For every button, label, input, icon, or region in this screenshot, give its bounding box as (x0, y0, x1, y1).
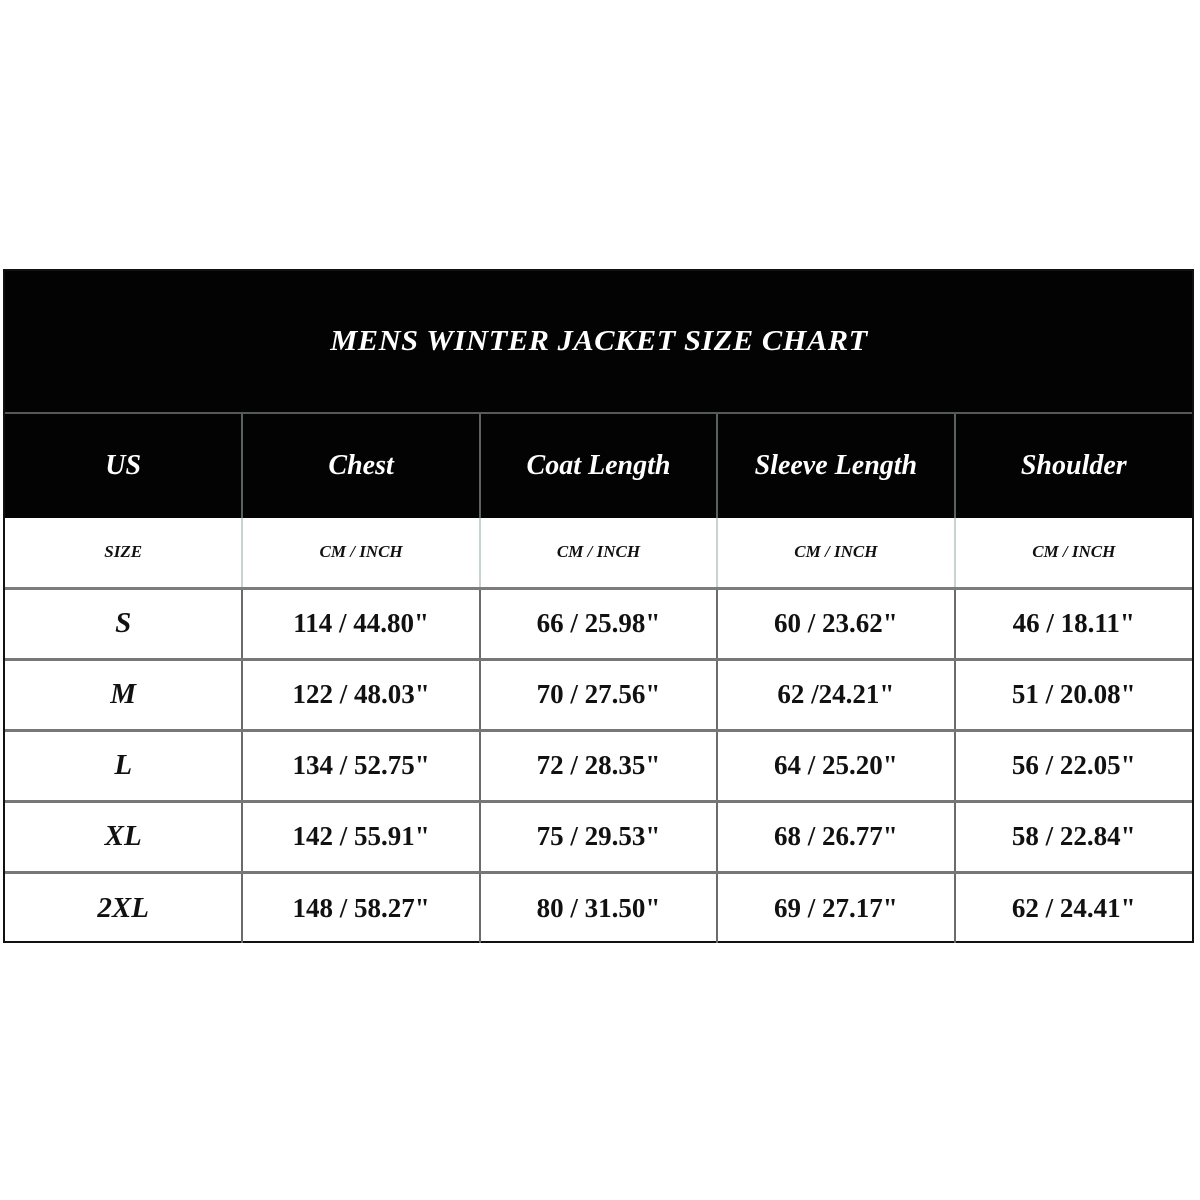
unit-sleeve-length: CM / INCH (717, 518, 954, 588)
sleeve-length-cell: 60 / 23.62" (717, 588, 954, 659)
coat-length-cell: 66 / 25.98" (480, 588, 717, 659)
shoulder-cell: 51 / 20.08" (955, 659, 1192, 730)
coat-length-cell: 72 / 28.35" (480, 730, 717, 801)
chest-cell: 122 / 48.03" (242, 659, 479, 730)
shoulder-cell: 62 / 24.41" (955, 872, 1192, 943)
chest-cell: 114 / 44.80" (242, 588, 479, 659)
chest-cell: 142 / 55.91" (242, 801, 479, 872)
table-row (5, 872, 1192, 943)
units-row (5, 518, 1192, 588)
shoulder-cell: 58 / 22.84" (955, 801, 1192, 872)
column-header-shoulder: Shoulder (955, 414, 1192, 518)
size-cell: S (5, 588, 242, 659)
shoulder-cell: 56 / 22.05" (955, 730, 1192, 801)
unit-size: SIZE (5, 518, 242, 588)
coat-length-cell: 70 / 27.56" (480, 659, 717, 730)
unit-shoulder: CM / INCH (955, 518, 1192, 588)
unit-chest: CM / INCH (242, 518, 479, 588)
shoulder-cell: 46 / 18.11" (955, 588, 1192, 659)
size-cell: M (5, 659, 242, 730)
chart-title: MENS WINTER JACKET SIZE CHART (329, 325, 868, 357)
size-cell: L (5, 730, 242, 801)
chest-cell: 148 / 58.27" (242, 872, 479, 943)
table-row (5, 659, 1192, 730)
coat-length-cell: 75 / 29.53" (480, 801, 717, 872)
column-header-us: US (5, 414, 242, 518)
column-header-sleeve-length: Sleeve Length (717, 414, 954, 518)
sleeve-length-cell: 62 /24.21" (717, 659, 954, 730)
coat-length-cell: 80 / 31.50" (480, 872, 717, 943)
size-cell: 2XL (97, 891, 149, 924)
sleeve-length-cell: 64 / 25.20" (717, 730, 954, 801)
sleeve-length-cell: 69 / 27.17" (717, 872, 954, 943)
chest-cell: 134 / 52.75" (242, 730, 479, 801)
size-table (5, 414, 1192, 943)
table-row (5, 588, 1192, 659)
title-band (5, 271, 1192, 414)
column-header-coat-length: Coat Length (480, 414, 717, 518)
table-row (5, 730, 1192, 801)
sleeve-length-cell: 68 / 26.77" (717, 801, 954, 872)
size-cell: XL (5, 801, 242, 872)
column-header-row (5, 414, 1192, 518)
size-chart (3, 269, 1194, 943)
table-row (5, 801, 1192, 872)
unit-coat-length: CM / INCH (480, 518, 717, 588)
column-header-chest: Chest (242, 414, 479, 518)
